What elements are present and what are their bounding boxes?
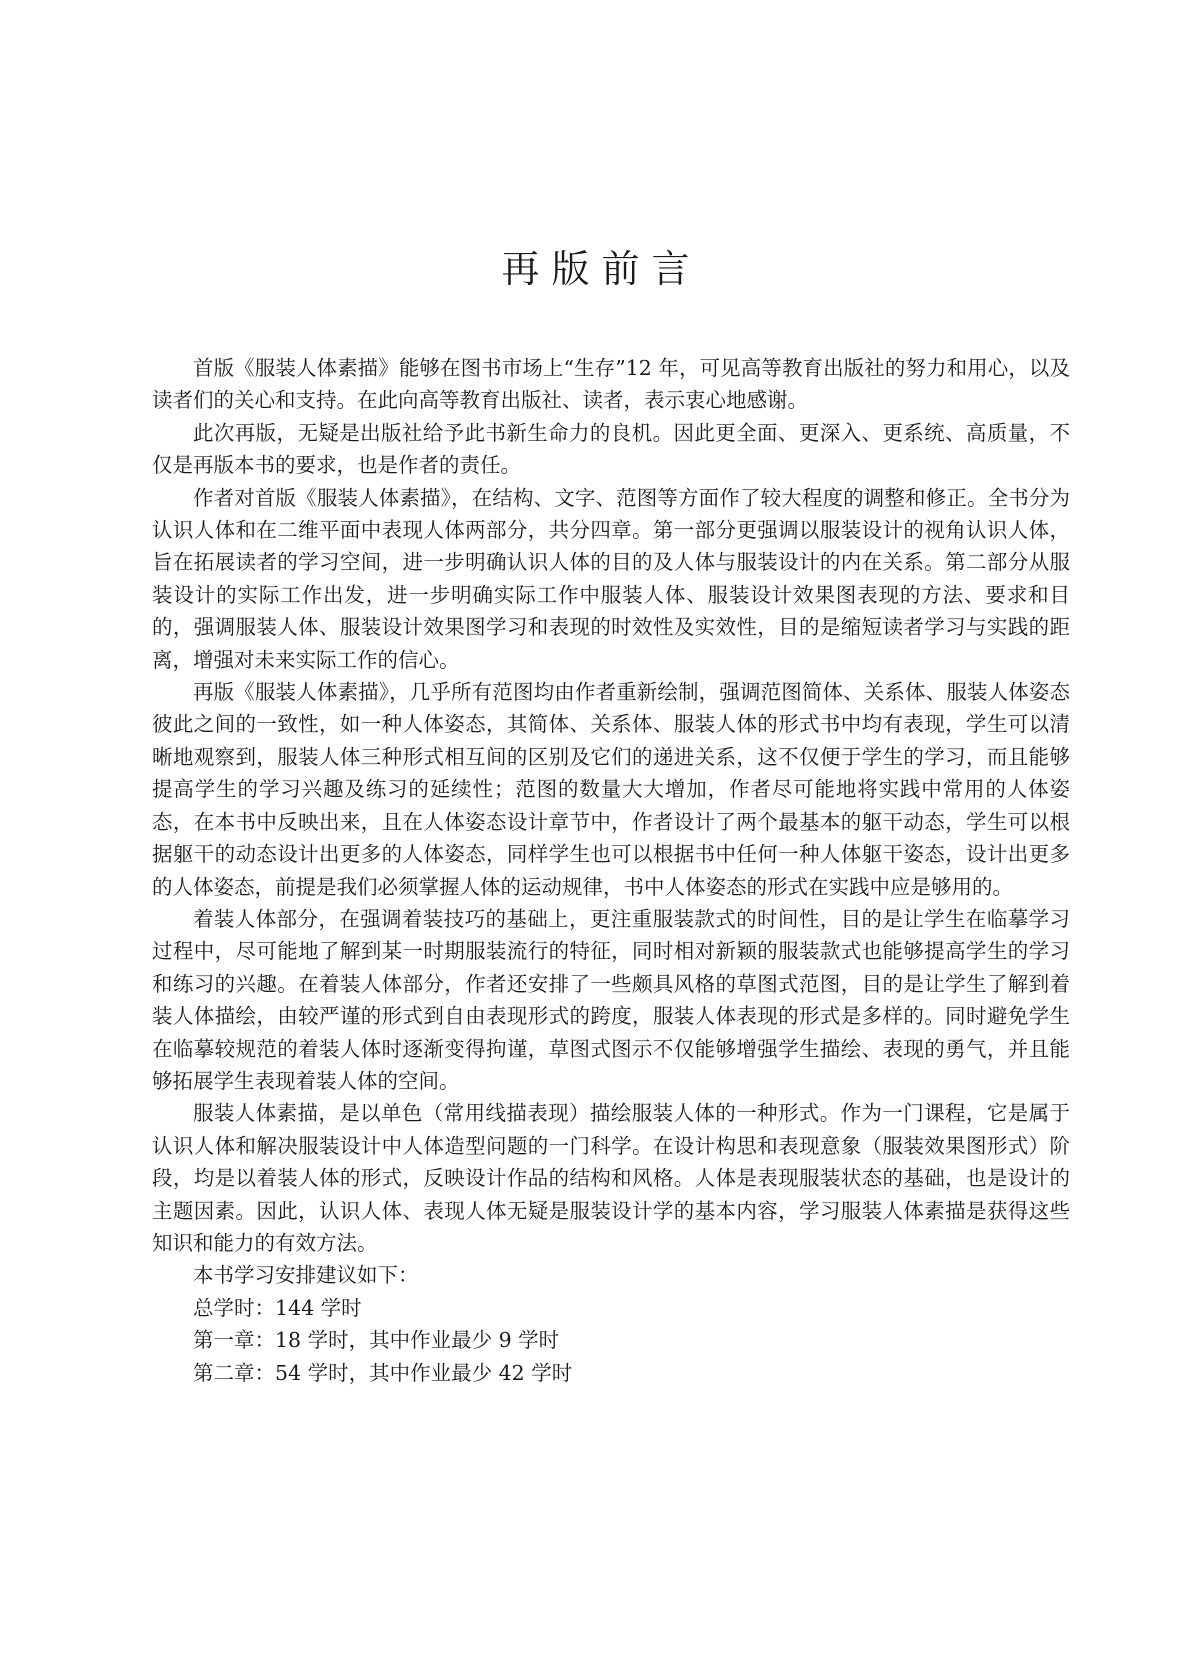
paragraph: 首版《服装人体素描》能够在图书市场上“生存”12 年，可见高等教育出版社的努力和用心，以及读者们的关心和支持。在此向高等教育出版社、读者，表示衷心地感谢。	[152, 356, 1070, 413]
page-title: 再版前言	[501, 247, 702, 291]
paragraph: 服装人体素描，是以单色（常用线描表现）描绘服装人体的一种形式。作为一门课程，它是属于认识人体和解决服装设计中人体造型问题的一门科学。在设计构思和表现意象（服装效果图形式）阶段，均是以着装人体的形式，反映设计作品的结构和风格。人体是表现服装状态的基础，也是设计的主题因素。因此，认识人体、表现人体无疑是服装设计学的基本内容，学习服装人体素描是获得这些知识和能力的有效方法。	[152, 1101, 1070, 1255]
paragraph: 此次再版，无疑是出版社给予此书新生命力的良机。因此更全面、更深入、更系统、高质量，不仅是再版本书的要求，也是作者的责任。	[152, 420, 1070, 478]
study-plan-chapter-1: 第一章：18 学时，其中作业最少 9 学时	[193, 1328, 560, 1353]
paragraph: 着装人体部分，在强调着装技巧的基础上，更注重服装款式的时间性，目的是让学生在临摹学习过程中，尽可能地了解到某一时期服装流行的特征，同时相对新颖的服装款式也能够提高学生的学习和练习的兴趣。在着装人体部分，作者还安排了一些颇具风格的草图式范图，目的是让学生了解到着装人体描绘，由较严谨的形式到自由表现形式的跨度，服装人体表现的形式是多样的。同时避免学生在临摹较规范的着装人体时逐渐变得拘谨，草图式图示不仅能够增强学生描绘、表现的勇气，并且能够拓展学生表现着装人体的空间。	[152, 906, 1070, 1093]
study-plan-chapter-2: 第二章：54 学时，其中作业最少 42 学时	[193, 1360, 573, 1385]
body-text	[152, 352, 1070, 1389]
paragraph: 再版《服装人体素描》，几乎所有范图均由作者重新绘制，强调范图简体、关系体、服装人体姿态彼此之间的一致性，如一种人体姿态，其简体、关系体、服装人体的形式书中均有表现，学生可以清晰地观察到，服装人体三种形式相互间的区别及它们的递进关系，这不仅便于学生的学习，而且能够提高学生的学习兴趣及练习的延续性；范图的数量大大增加，作者尽可能地将实践中常用的人体姿态，在本书中反映出来，且在人体姿态设计章节中，作者设计了两个最基本的躯干动态，学生可以根据躯干的动态设计出更多的人体姿态，同样学生也可以根据书中任何一种人体躯干姿态，设计出更多的人体姿态，前提是我们必须掌握人体的运动规律，书中人体姿态的形式在实践中应是够用的。	[152, 680, 1070, 899]
study-plan-total: 总学时：144 学时	[193, 1295, 362, 1320]
paragraph: 作者对首版《服装人体素描》，在结构、文字、范图等方面作了较大程度的调整和修正。全书分为认识人体和在二维平面中表现人体两部分，共分四章。第一部分更强调以服装设计的视角认识人体，旨在拓展读者的学习空间，进一步明确认识人体的目的及人体与服装设计的内在关系。第二部分从服装设计的实际工作出发，进一步明确实际工作中服装人体、服装设计效果图表现的方法、要求和目的，强调服装人体、服装设计效果图学习和表现的时效性及实效性，目的是缩短读者学习与实践的距离，增强对未来实际工作的信心。	[152, 485, 1070, 672]
study-plan-intro: 本书学习安排建议如下：	[193, 1263, 419, 1288]
